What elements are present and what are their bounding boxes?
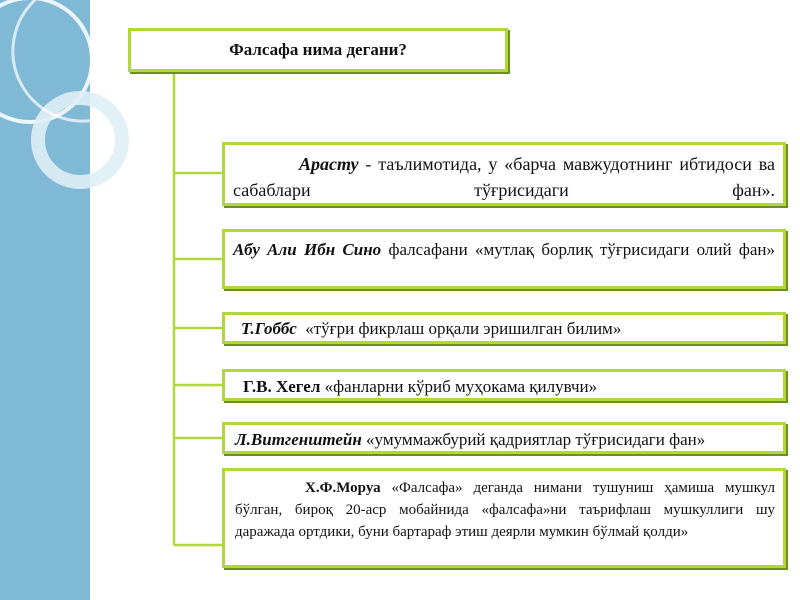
definition-quote: «Фалсафа» деганда нимани тушуниш ҳамиша мушкул бўлган, бироқ 20-аср мобайнида «фалсафа»ни таърифлаш мушкуллиги шу даражада ортдики, буни бартараф этиш деярли мумкин бўлмай қолди»	[235, 480, 775, 540]
definition-box-ibn-sino	[222, 229, 786, 289]
definition-text	[243, 375, 775, 399]
definition-text	[233, 151, 775, 203]
author-name: Абу Али Ибн Сино	[233, 240, 382, 259]
definition-box-hegel	[222, 369, 786, 401]
definition-box-gobbs	[222, 312, 786, 344]
definition-box-moruа	[222, 468, 786, 568]
definition-box-wittgenstein	[222, 422, 786, 454]
definition-text	[235, 477, 775, 543]
definition-quote: фалсафани «мутлақ борлиқ тўғрисидаги олий фан»	[381, 240, 775, 259]
author-name: Арасту	[299, 154, 359, 174]
definition-text	[233, 238, 775, 262]
definition-quote: «фанларни кўриб муҳокама қилувчи»	[320, 377, 598, 396]
definition-text	[235, 428, 783, 452]
definition-text	[241, 317, 775, 341]
definition-quote: «тўғри фикрлаш орқали эришилган билим»	[296, 319, 622, 338]
title-box	[128, 28, 508, 72]
definition-quote: «умуммажбурий қадриятлар тўғрисидаги фан»	[361, 430, 706, 449]
author-name: Х.Ф.Моруа	[305, 480, 381, 496]
definition-quote: - таълимотида, у «барча мавжудотнинг ибтидоси ва сабаблари тўғрисидаги фан».	[233, 154, 775, 200]
definition-box-arastu	[222, 142, 786, 206]
page-title: Фалсафа нима дегани?	[229, 40, 407, 59]
author-name: Г.В. Хегел	[243, 377, 321, 396]
author-name: Л.Витгенштейн	[235, 430, 362, 449]
author-name: Т.Гоббс	[241, 319, 297, 338]
